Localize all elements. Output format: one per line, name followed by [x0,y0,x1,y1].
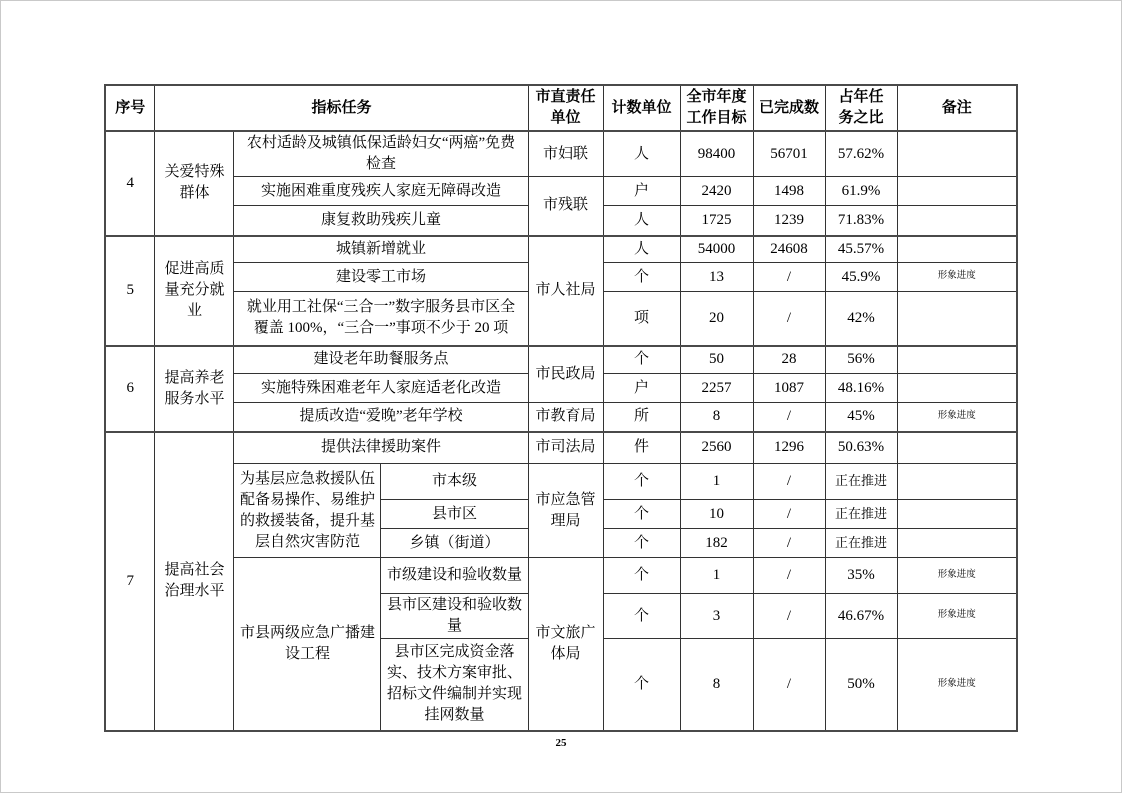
cell-completed: 28 [753,346,825,374]
cell-task-group: 为基层应急救援队伍配备易操作、易维护的救援装备，提升基层自然灾害防范 [234,464,381,558]
cell-completed: / [753,403,825,432]
table-header-row [105,85,1017,131]
cell-task: 县市区 [381,500,528,529]
cell-ratio: 46.67% [825,594,897,639]
cell-task: 农村适龄及城镇低保适龄妇女“两癌”免费检查 [234,131,528,177]
cell-remark [897,206,1017,236]
cell-target: 2560 [680,432,753,464]
cell-remark [897,131,1017,177]
cell-remark: 形象进度 [897,263,1017,292]
cell-ratio: 48.16% [825,374,897,403]
cell-seq: 4 [105,131,155,236]
cell-task: 县市区完成资金落实、技术方案审批、招标文件编制并实现挂网数量 [381,639,528,731]
col-header-seq: 序号 [105,85,155,131]
cell-ratio: 50.63% [825,432,897,464]
cell-ratio: 正在推进 [825,500,897,529]
col-header-task: 指标任务 [155,85,528,131]
col-header-unit: 市直责任单位 [528,85,603,131]
cell-remark [897,529,1017,558]
cell-count-unit: 个 [603,594,680,639]
cell-unit: 市教育局 [528,403,603,432]
cell-completed: 24608 [753,236,825,263]
cell-task: 市本级 [381,464,528,500]
cell-target: 8 [680,639,753,731]
page-number: 25 [555,736,567,749]
cell-completed: 1239 [753,206,825,236]
cell-count-unit: 户 [603,177,680,206]
cell-task: 提供法律援助案件 [234,432,528,464]
cell-unit: 市文旅广体局 [528,558,603,731]
table-row [105,346,1017,374]
work-progress-table [104,84,1018,732]
cell-category: 提高养老服务水平 [155,346,234,432]
cell-target: 13 [680,263,753,292]
cell-unit: 市司法局 [528,432,603,464]
cell-seq: 6 [105,346,155,432]
cell-unit: 市人社局 [528,236,603,346]
cell-remark: 形象进度 [897,594,1017,639]
cell-count-unit: 个 [603,558,680,594]
cell-remark: 形象进度 [897,403,1017,432]
cell-unit: 市民政局 [528,346,603,403]
cell-count-unit: 个 [603,529,680,558]
cell-completed: / [753,558,825,594]
cell-task: 城镇新增就业 [234,236,528,263]
cell-category: 促进高质量充分就业 [155,236,234,346]
cell-target: 54000 [680,236,753,263]
cell-task: 市级建设和验收数量 [381,558,528,594]
table-row [105,236,1017,263]
cell-remark: 形象进度 [897,639,1017,731]
cell-category: 提高社会治理水平 [155,432,234,731]
cell-ratio: 61.9% [825,177,897,206]
cell-ratio: 45.9% [825,263,897,292]
table-row [105,464,1017,500]
cell-count-unit: 件 [603,432,680,464]
cell-target: 8 [680,403,753,432]
cell-task: 提质改造“爱晚”老年学校 [234,403,528,432]
cell-ratio: 42% [825,292,897,346]
cell-completed: / [753,529,825,558]
col-header-completed: 已完成数 [753,85,825,131]
cell-ratio: 35% [825,558,897,594]
cell-task: 康复救助残疾儿童 [234,206,528,236]
col-header-remark: 备注 [897,85,1017,131]
cell-task: 就业用工社保“三合一”数字服务县市区全覆盖 100%，“三合一”事项不少于 20 项 [234,292,528,346]
cell-count-unit: 人 [603,206,680,236]
cell-remark [897,374,1017,403]
cell-target: 20 [680,292,753,346]
cell-target: 1 [680,558,753,594]
cell-target: 2420 [680,177,753,206]
cell-task: 县市区建设和验收数量 [381,594,528,639]
cell-ratio: 45.57% [825,236,897,263]
cell-target: 1725 [680,206,753,236]
cell-count-unit: 所 [603,403,680,432]
cell-count-unit: 人 [603,236,680,263]
cell-seq: 7 [105,432,155,731]
table-row [105,131,1017,177]
cell-remark: 形象进度 [897,558,1017,594]
cell-count-unit: 个 [603,639,680,731]
table-row [105,177,1017,206]
cell-target: 1 [680,464,753,500]
cell-count-unit: 项 [603,292,680,346]
cell-completed: 56701 [753,131,825,177]
cell-target: 98400 [680,131,753,177]
cell-count-unit: 个 [603,464,680,500]
cell-ratio: 71.83% [825,206,897,236]
cell-completed: 1296 [753,432,825,464]
cell-remark [897,236,1017,263]
cell-ratio: 50% [825,639,897,731]
cell-seq: 5 [105,236,155,346]
cell-completed: 1087 [753,374,825,403]
cell-completed: / [753,263,825,292]
cell-task: 乡镇（街道） [381,529,528,558]
cell-count-unit: 个 [603,346,680,374]
cell-completed: / [753,594,825,639]
cell-target: 3 [680,594,753,639]
cell-task: 建设零工市场 [234,263,528,292]
cell-ratio: 56% [825,346,897,374]
cell-count-unit: 人 [603,131,680,177]
cell-ratio: 45% [825,403,897,432]
cell-completed: / [753,464,825,500]
cell-count-unit: 个 [603,263,680,292]
cell-task: 实施特殊困难老年人家庭适老化改造 [234,374,528,403]
cell-count-unit: 户 [603,374,680,403]
cell-ratio: 正在推进 [825,464,897,500]
cell-target: 182 [680,529,753,558]
cell-category: 关爱特殊群体 [155,131,234,236]
cell-unit: 市残联 [528,177,603,236]
col-header-ratio [825,85,897,131]
cell-task-group: 市县两级应急广播建设工程 [234,558,381,731]
col-header-ratio-label: 占年任务之比 [838,89,884,126]
cell-unit: 市应急管理局 [528,464,603,558]
table-row [105,403,1017,432]
cell-count-unit: 个 [603,500,680,529]
col-header-count-unit: 计数单位 [603,85,680,131]
cell-ratio: 正在推进 [825,529,897,558]
cell-remark [897,464,1017,500]
cell-remark [897,177,1017,206]
cell-completed: 1498 [753,177,825,206]
cell-target: 50 [680,346,753,374]
cell-unit: 市妇联 [528,131,603,177]
cell-completed: / [753,500,825,529]
cell-task: 实施困难重度残疾人家庭无障碍改造 [234,177,528,206]
table-row [105,432,1017,464]
cell-remark [897,292,1017,346]
col-header-target: 全市年度工作目标 [680,85,753,131]
cell-ratio: 57.62% [825,131,897,177]
cell-remark [897,500,1017,529]
cell-target: 2257 [680,374,753,403]
cell-remark [897,346,1017,374]
cell-completed: / [753,639,825,731]
cell-task: 建设老年助餐服务点 [234,346,528,374]
cell-target: 10 [680,500,753,529]
cell-remark [897,432,1017,464]
table-row [105,558,1017,594]
cell-completed: / [753,292,825,346]
